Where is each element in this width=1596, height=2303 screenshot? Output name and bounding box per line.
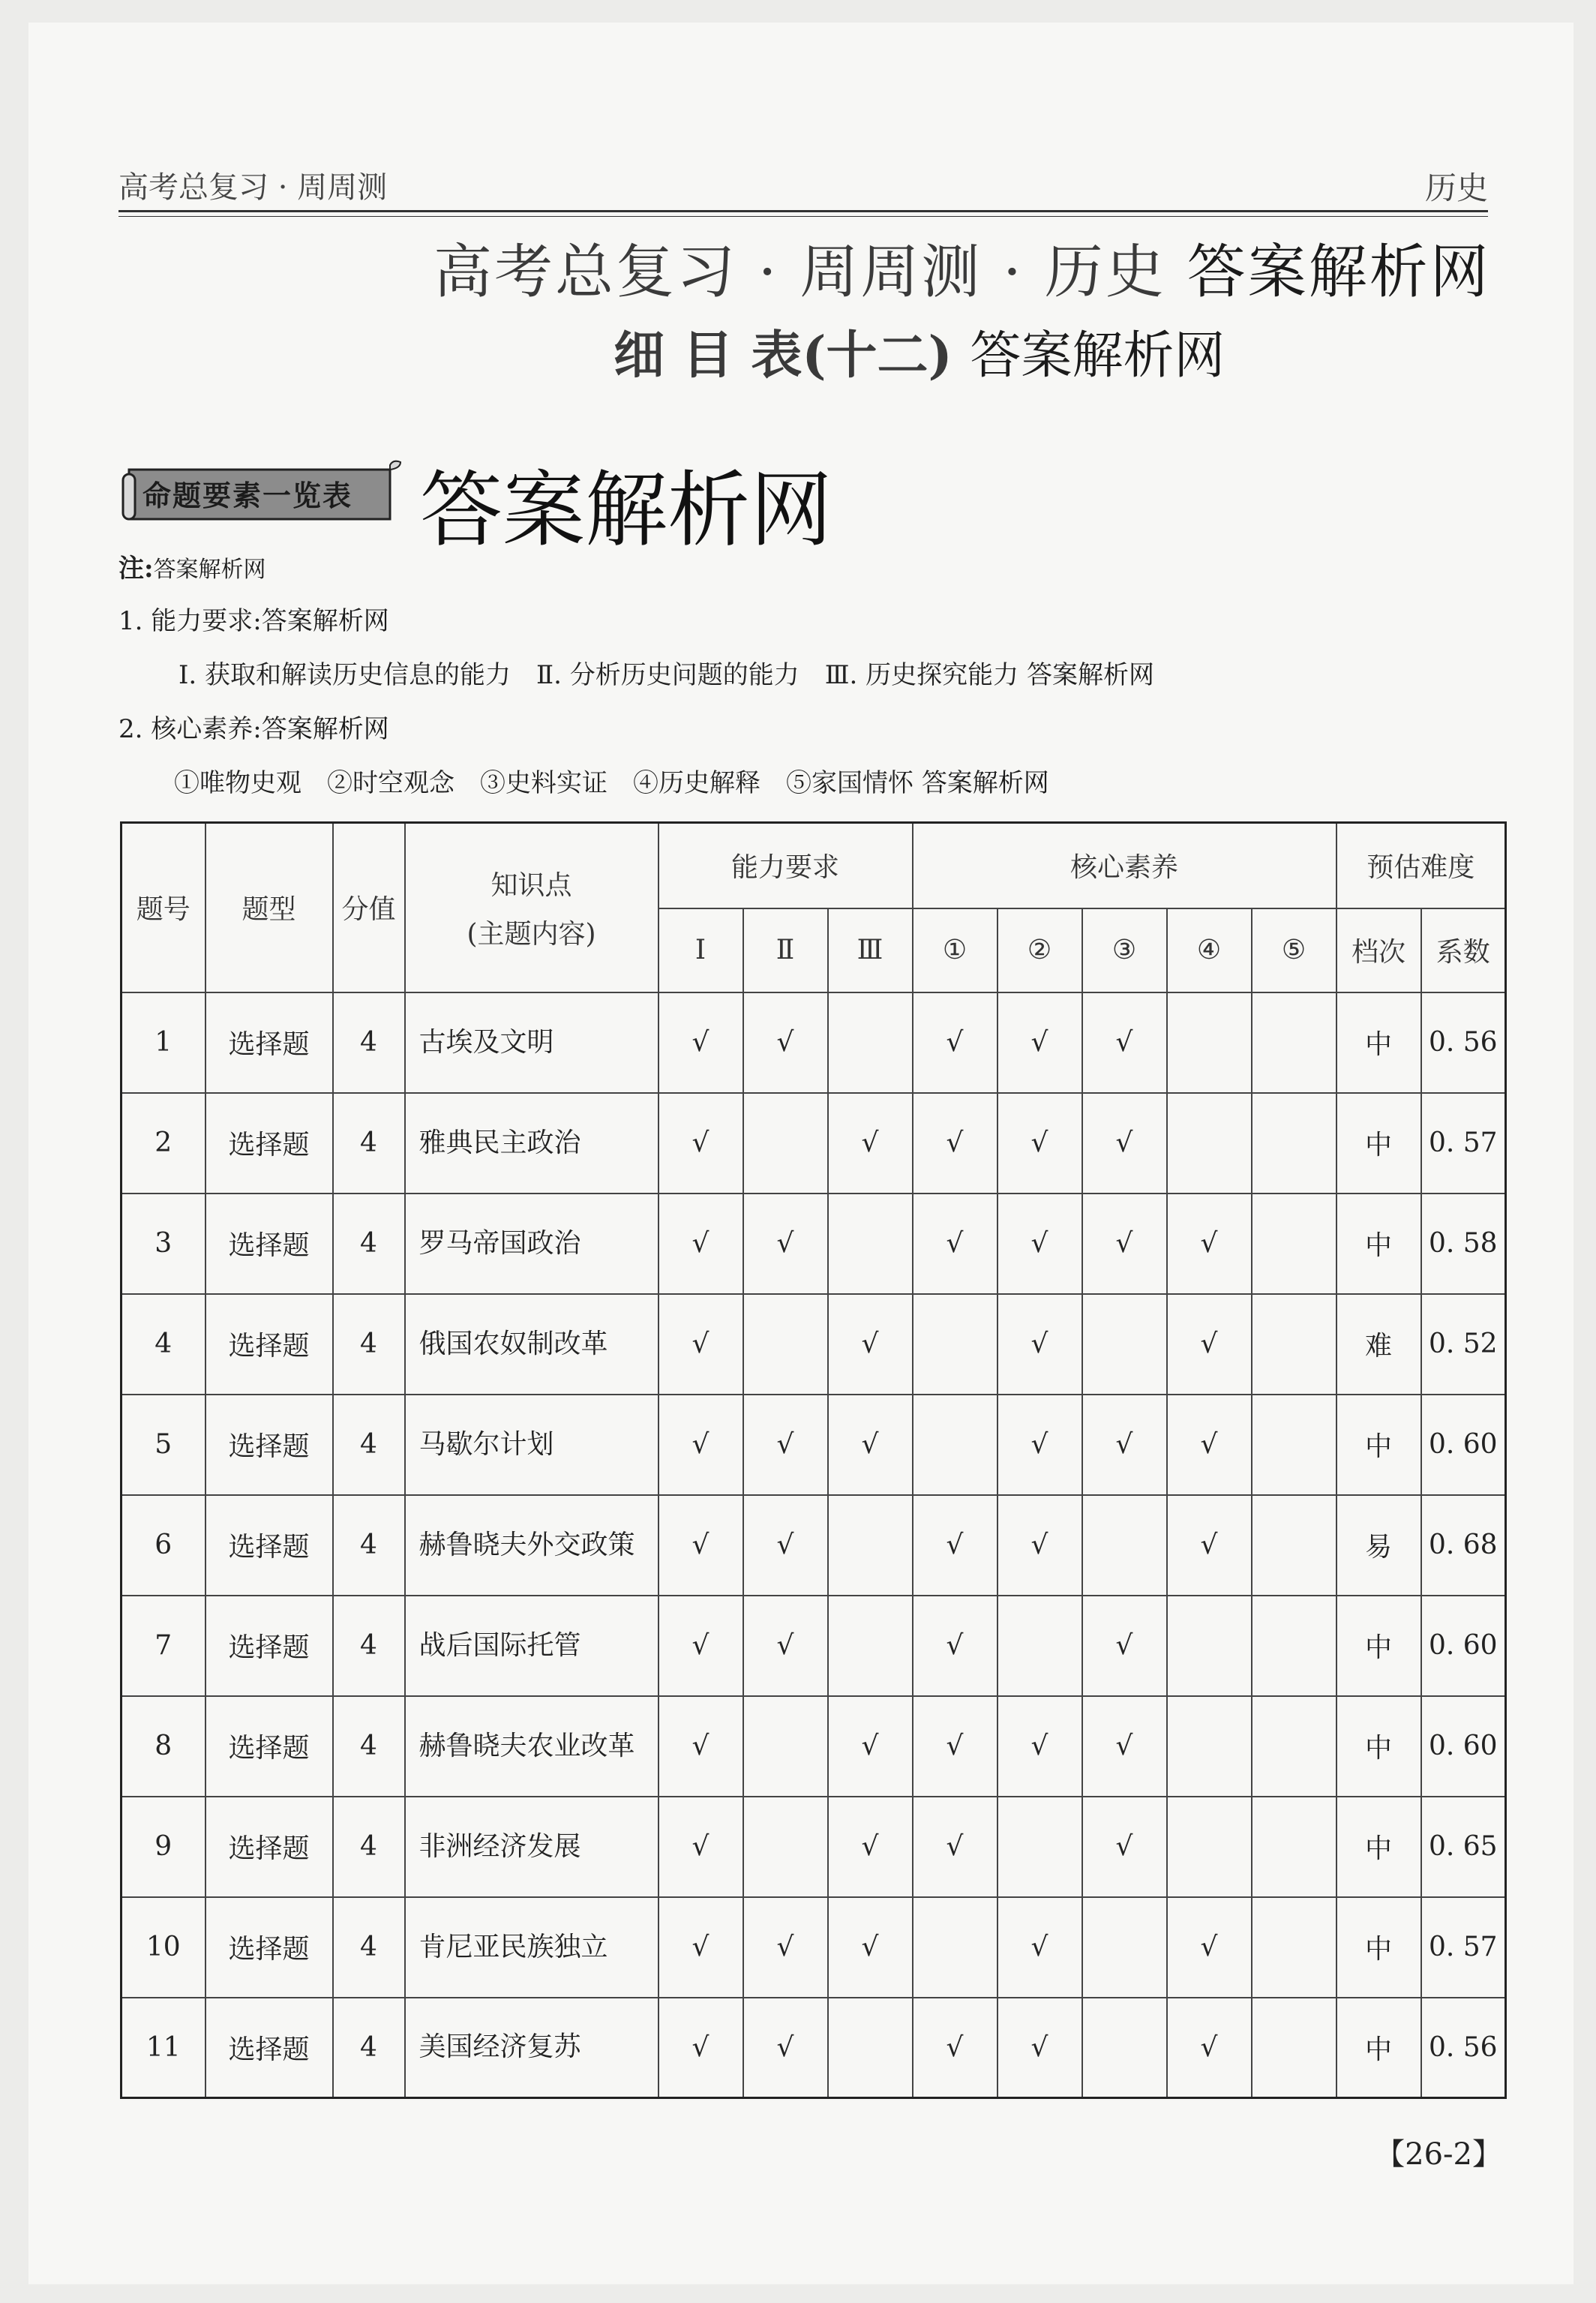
cell-score: 4 — [333, 1093, 405, 1194]
cell-number: 1 — [122, 992, 206, 1093]
cell-empty — [998, 1596, 1082, 1696]
cell-empty — [1082, 1998, 1167, 2098]
cell-number: 3 — [122, 1194, 206, 1294]
cell-empty — [1167, 1797, 1252, 1897]
cell-number: 9 — [122, 1797, 206, 1897]
cell-empty — [1252, 1797, 1336, 1897]
cell-topic: 战后国际托管 — [405, 1596, 658, 1696]
note-label: 注: — [118, 554, 154, 584]
detail-table — [120, 821, 1507, 2099]
header-number: 题号 — [122, 823, 206, 992]
cell-coefficient: 0. 60 — [1421, 1596, 1506, 1696]
cell-number: 11 — [122, 1998, 206, 2098]
cell-coefficient: 0. 65 — [1421, 1797, 1506, 1897]
cell-topic: 非洲经济发展 — [405, 1797, 658, 1897]
watermark: 答案解析网 — [153, 557, 266, 583]
check-mark: √ — [998, 1093, 1082, 1194]
table-row — [122, 1596, 1506, 1696]
header-knowledge — [405, 823, 658, 992]
header-knowledge-sub: (主题内容) — [466, 918, 596, 950]
table-body — [122, 992, 1506, 2098]
header-level: 档次 — [1336, 908, 1421, 992]
main-title-text: 高考总复习 · 周周测 · 历史 — [434, 239, 1166, 306]
check-mark: √ — [998, 992, 1082, 1093]
cell-empty — [1167, 1596, 1252, 1696]
watermark: 答案解析网 — [261, 714, 389, 744]
header-ability-col: Ⅰ — [658, 908, 743, 992]
check-mark: √ — [913, 992, 998, 1093]
check-mark: √ — [1167, 1395, 1252, 1495]
cell-type: 选择题 — [206, 1797, 333, 1897]
header-literacy: 核心素养 — [913, 823, 1336, 908]
cell-coefficient: 0. 56 — [1421, 1998, 1506, 2098]
literacy-line — [118, 708, 389, 745]
check-mark: √ — [1082, 1395, 1167, 1495]
check-mark: √ — [1082, 1596, 1167, 1696]
cell-empty — [1252, 1194, 1336, 1294]
cell-empty — [828, 1596, 913, 1696]
cell-coefficient: 0. 60 — [1421, 1696, 1506, 1797]
cell-level: 中 — [1336, 1596, 1421, 1696]
cell-level: 易 — [1336, 1495, 1421, 1596]
check-mark: √ — [913, 1495, 998, 1596]
cell-coefficient: 0. 60 — [1421, 1395, 1506, 1495]
cell-empty — [743, 1696, 828, 1797]
check-mark: √ — [913, 1998, 998, 2098]
literacy-items-line — [174, 762, 1049, 799]
header-literacy-col: ③ — [1082, 908, 1167, 992]
cell-coefficient: 0. 57 — [1421, 1897, 1506, 1998]
check-mark: √ — [743, 1395, 828, 1495]
cell-number: 4 — [122, 1294, 206, 1395]
cell-empty — [1082, 1897, 1167, 1998]
check-mark: √ — [1082, 1194, 1167, 1294]
cell-empty — [828, 1998, 913, 2098]
cell-score: 4 — [333, 1998, 405, 2098]
cell-score: 4 — [333, 1797, 405, 1897]
cell-topic: 古埃及文明 — [405, 992, 658, 1093]
cell-topic: 罗马帝国政治 — [405, 1194, 658, 1294]
watermark: 答案解析网 — [1026, 660, 1154, 690]
cell-score: 4 — [333, 1696, 405, 1797]
check-mark: √ — [1082, 1797, 1167, 1897]
cell-number: 8 — [122, 1696, 206, 1797]
check-mark: √ — [998, 1194, 1082, 1294]
cell-type: 选择题 — [206, 1294, 333, 1395]
sub-title — [614, 315, 1225, 388]
check-mark: √ — [658, 1998, 743, 2098]
table-row — [122, 1998, 1506, 2098]
cell-empty — [998, 1797, 1082, 1897]
check-mark: √ — [658, 1495, 743, 1596]
ability-line — [118, 600, 389, 637]
cell-score: 4 — [333, 1897, 405, 1998]
cell-empty — [1252, 1897, 1336, 1998]
cell-topic: 马歇尔计划 — [405, 1395, 658, 1495]
check-mark: √ — [913, 1596, 998, 1696]
header-score: 分值 — [333, 823, 405, 992]
cell-coefficient: 0. 56 — [1421, 992, 1506, 1093]
cell-empty — [1252, 1395, 1336, 1495]
cell-type: 选择题 — [206, 1998, 333, 2098]
check-mark: √ — [743, 1596, 828, 1696]
check-mark: √ — [828, 1395, 913, 1495]
cell-number: 5 — [122, 1395, 206, 1495]
cell-type: 选择题 — [206, 1093, 333, 1194]
table-row — [122, 992, 1506, 1093]
check-mark: √ — [743, 992, 828, 1093]
check-mark: √ — [1167, 1194, 1252, 1294]
badge-label: 命题要素一览表 — [142, 479, 353, 512]
watermark: 答案解析网 — [1186, 239, 1491, 306]
cell-coefficient: 0. 57 — [1421, 1093, 1506, 1194]
check-mark: √ — [658, 1194, 743, 1294]
cell-type: 选择题 — [206, 1395, 333, 1495]
cell-empty — [1167, 1093, 1252, 1194]
cell-score: 4 — [333, 1194, 405, 1294]
table-row — [122, 1495, 1506, 1596]
table-row — [122, 1395, 1506, 1495]
cell-empty — [913, 1897, 998, 1998]
cell-number: 2 — [122, 1093, 206, 1194]
cell-topic: 肯尼亚民族独立 — [405, 1897, 658, 1998]
header-left-text: 高考总复习 · 周周测 — [118, 170, 388, 205]
cell-coefficient: 0. 58 — [1421, 1194, 1506, 1294]
running-header — [118, 158, 1488, 212]
cell-empty — [1252, 1495, 1336, 1596]
cell-level: 中 — [1336, 1797, 1421, 1897]
header-ability-col: Ⅱ — [743, 908, 828, 992]
check-mark: √ — [998, 1495, 1082, 1596]
check-mark: √ — [828, 1093, 913, 1194]
page-number: 【26-2】 — [1375, 2137, 1502, 2172]
header-coefficient: 系数 — [1421, 908, 1506, 992]
cell-topic: 俄国农奴制改革 — [405, 1294, 658, 1395]
cell-score: 4 — [333, 1294, 405, 1395]
check-mark: √ — [658, 1696, 743, 1797]
cell-topic: 赫鲁晓夫外交政策 — [405, 1495, 658, 1596]
check-mark: √ — [913, 1696, 998, 1797]
cell-type: 选择题 — [206, 1194, 333, 1294]
cell-topic: 雅典民主政治 — [405, 1093, 658, 1194]
check-mark: √ — [743, 1194, 828, 1294]
cell-score: 4 — [333, 1395, 405, 1495]
cell-empty — [1252, 1696, 1336, 1797]
cell-empty — [828, 1194, 913, 1294]
header-literacy-col: ④ — [1167, 908, 1252, 992]
check-mark: √ — [1167, 1998, 1252, 2098]
cell-coefficient: 0. 68 — [1421, 1495, 1506, 1596]
cell-coefficient: 0. 52 — [1421, 1294, 1506, 1395]
cell-empty — [1252, 992, 1336, 1093]
table-row — [122, 1897, 1506, 1998]
header-literacy-col: ① — [913, 908, 998, 992]
cell-level: 中 — [1336, 1998, 1421, 2098]
check-mark: √ — [1167, 1294, 1252, 1395]
cell-type: 选择题 — [206, 1495, 333, 1596]
cell-number: 10 — [122, 1897, 206, 1998]
cell-empty — [1252, 1294, 1336, 1395]
cell-topic: 赫鲁晓夫农业改革 — [405, 1696, 658, 1797]
check-mark: √ — [743, 1495, 828, 1596]
cell-empty — [743, 1797, 828, 1897]
cell-type: 选择题 — [206, 1897, 333, 1998]
cell-type: 选择题 — [206, 1696, 333, 1797]
note-line — [118, 548, 266, 584]
check-mark: √ — [658, 1596, 743, 1696]
check-mark: √ — [998, 1897, 1082, 1998]
cell-level: 中 — [1336, 1093, 1421, 1194]
watermark: 答案解析网 — [921, 768, 1049, 798]
check-mark: √ — [828, 1897, 913, 1998]
cell-score: 4 — [333, 992, 405, 1093]
check-mark: √ — [913, 1797, 998, 1897]
check-mark: √ — [828, 1696, 913, 1797]
cell-empty — [743, 1294, 828, 1395]
check-mark: √ — [743, 1897, 828, 1998]
cell-level: 中 — [1336, 992, 1421, 1093]
check-mark: √ — [1082, 1093, 1167, 1194]
cell-empty — [828, 992, 913, 1093]
check-mark: √ — [998, 1696, 1082, 1797]
cell-empty — [1082, 1495, 1167, 1596]
check-mark: √ — [998, 1395, 1082, 1495]
cell-level: 中 — [1336, 1194, 1421, 1294]
cell-type: 选择题 — [206, 1596, 333, 1696]
check-mark: √ — [828, 1294, 913, 1395]
cell-number: 6 — [122, 1495, 206, 1596]
cell-level: 中 — [1336, 1897, 1421, 1998]
check-mark: √ — [1082, 992, 1167, 1093]
cell-empty — [743, 1093, 828, 1194]
cell-level: 难 — [1336, 1294, 1421, 1395]
sub-title-text: 细 目 表(十二) — [614, 326, 952, 386]
table-row — [122, 1093, 1506, 1194]
ability-items: Ⅰ. 获取和解读历史信息的能力 Ⅱ. 分析历史问题的能力 Ⅲ. 历史探究能力 — [178, 660, 1019, 690]
header-difficulty: 预估难度 — [1336, 823, 1506, 908]
table-row — [122, 1696, 1506, 1797]
check-mark: √ — [658, 1395, 743, 1495]
cell-empty — [1082, 1294, 1167, 1395]
cell-empty — [913, 1294, 998, 1395]
header-type: 题型 — [206, 823, 333, 992]
check-mark: √ — [743, 1998, 828, 2098]
cell-empty — [1252, 1998, 1336, 2098]
header-ability-col: Ⅲ — [828, 908, 913, 992]
cell-topic: 美国经济复苏 — [405, 1998, 658, 2098]
check-mark: √ — [658, 1294, 743, 1395]
cell-empty — [1167, 1696, 1252, 1797]
check-mark: √ — [998, 1294, 1082, 1395]
cell-score: 4 — [333, 1495, 405, 1596]
header-literacy-col: ② — [998, 908, 1082, 992]
check-mark: √ — [658, 992, 743, 1093]
check-mark: √ — [658, 1093, 743, 1194]
header-knowledge-label: 知识点 — [490, 869, 572, 901]
cell-empty — [1252, 1093, 1336, 1194]
cell-empty — [1252, 1596, 1336, 1696]
ability-items-line — [178, 654, 1154, 691]
table-row — [122, 1797, 1506, 1897]
watermark: 答案解析网 — [261, 606, 389, 636]
check-mark: √ — [913, 1194, 998, 1294]
table-row — [122, 1294, 1506, 1395]
cell-number: 7 — [122, 1596, 206, 1696]
check-mark: √ — [658, 1897, 743, 1998]
check-mark: √ — [1167, 1897, 1252, 1998]
literacy-label: 2. 核心素养: — [118, 714, 262, 744]
cell-type: 选择题 — [206, 992, 333, 1093]
watermark: 答案解析网 — [970, 326, 1226, 386]
cell-empty — [828, 1495, 913, 1596]
check-mark: √ — [1167, 1495, 1252, 1596]
header-ability: 能力要求 — [658, 823, 913, 908]
cell-score: 4 — [333, 1596, 405, 1696]
header-subject: 历史 — [1424, 170, 1488, 206]
header-literacy-col: ⑤ — [1252, 908, 1336, 992]
ability-label: 1. 能力要求: — [118, 606, 262, 636]
cell-empty — [1167, 992, 1252, 1093]
table-row — [122, 1194, 1506, 1294]
cell-level: 中 — [1336, 1395, 1421, 1495]
check-mark: √ — [828, 1797, 913, 1897]
section-badge — [118, 459, 396, 521]
check-mark: √ — [913, 1093, 998, 1194]
main-title — [434, 225, 1491, 309]
cell-empty — [913, 1395, 998, 1495]
check-mark: √ — [658, 1797, 743, 1897]
watermark: 答案解析网 — [420, 462, 832, 558]
check-mark: √ — [1082, 1696, 1167, 1797]
cell-level: 中 — [1336, 1696, 1421, 1797]
literacy-items: ①唯物史观 ②时空观念 ③史料实证 ④历史解释 ⑤家国情怀 — [174, 768, 914, 798]
check-mark: √ — [998, 1998, 1082, 2098]
